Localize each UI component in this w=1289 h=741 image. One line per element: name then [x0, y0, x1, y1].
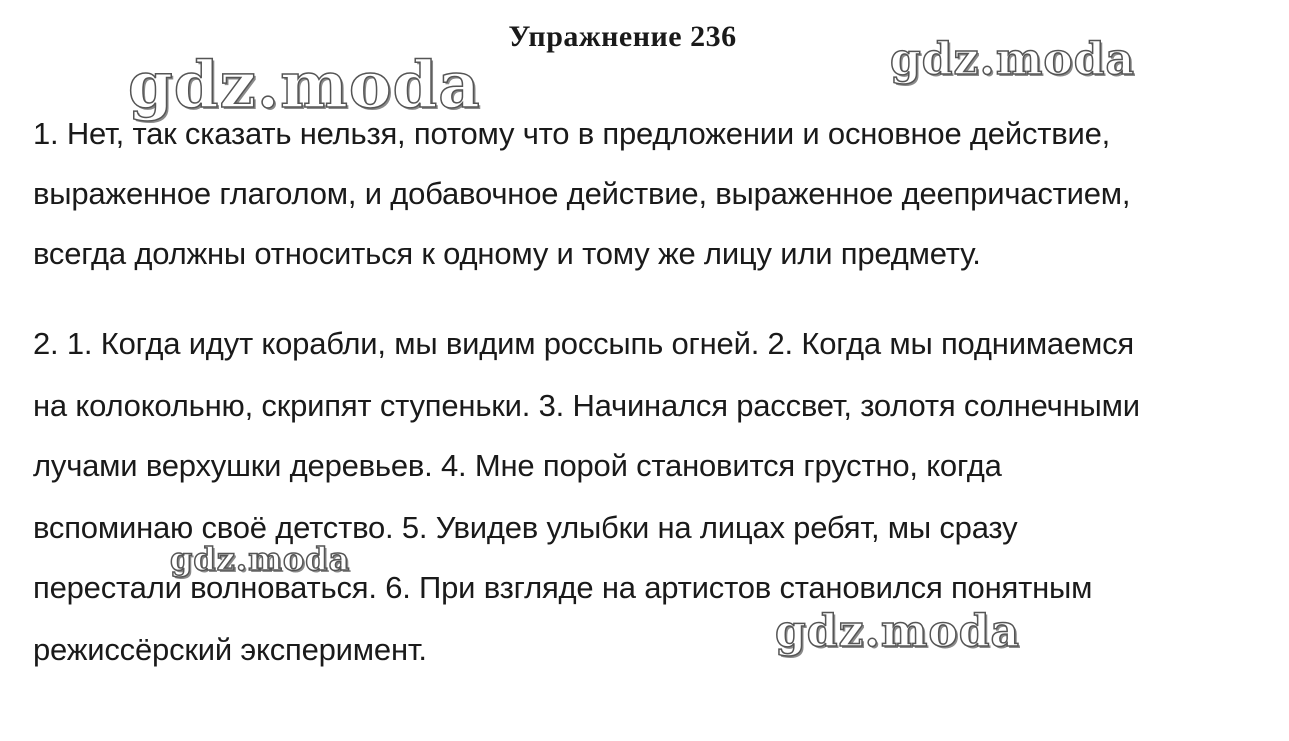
paragraph-1-line: выраженное глаголом, и добавочное действие, выраженное деепричастием,	[33, 176, 1131, 211]
paragraph-2-line: перестали волноваться. 6. При взгляде на артистов становился понятным	[33, 570, 1093, 605]
paragraph-1-line: всегда должны относиться к одному и тому же лицу или предмету.	[33, 236, 981, 271]
exercise-title: Упражнение 236	[508, 20, 737, 53]
paragraph-2-line: 2. 1. Когда идут корабли, мы видим россыпь огней. 2. Когда мы поднимаемся	[33, 326, 1135, 361]
watermark-logo: gdz.moda	[890, 34, 1136, 85]
watermark-logo: gdz.moda	[128, 48, 481, 123]
paragraph-2-line: вспоминаю своё детство. 5. Увидев улыбки на лицах ребят, мы сразу	[33, 510, 1018, 545]
paragraph-2-line: лучами верхушки деревьев. 4. Мне порой становится грустно, когда	[33, 448, 1002, 483]
watermark-logo: gdz.moda	[170, 540, 351, 578]
paragraph-2-line: режиссёрский эксперимент.	[33, 632, 427, 667]
watermark-logo: gdz.moda	[775, 606, 1021, 657]
paragraph-1-line: 1. Нет, так сказать нельзя, потому что в предложении и основное действие,	[33, 116, 1111, 151]
paragraph-2-line: на колокольню, скрипят ступеньки. 3. Начинался рассвет, золотя солнечными	[33, 388, 1140, 423]
